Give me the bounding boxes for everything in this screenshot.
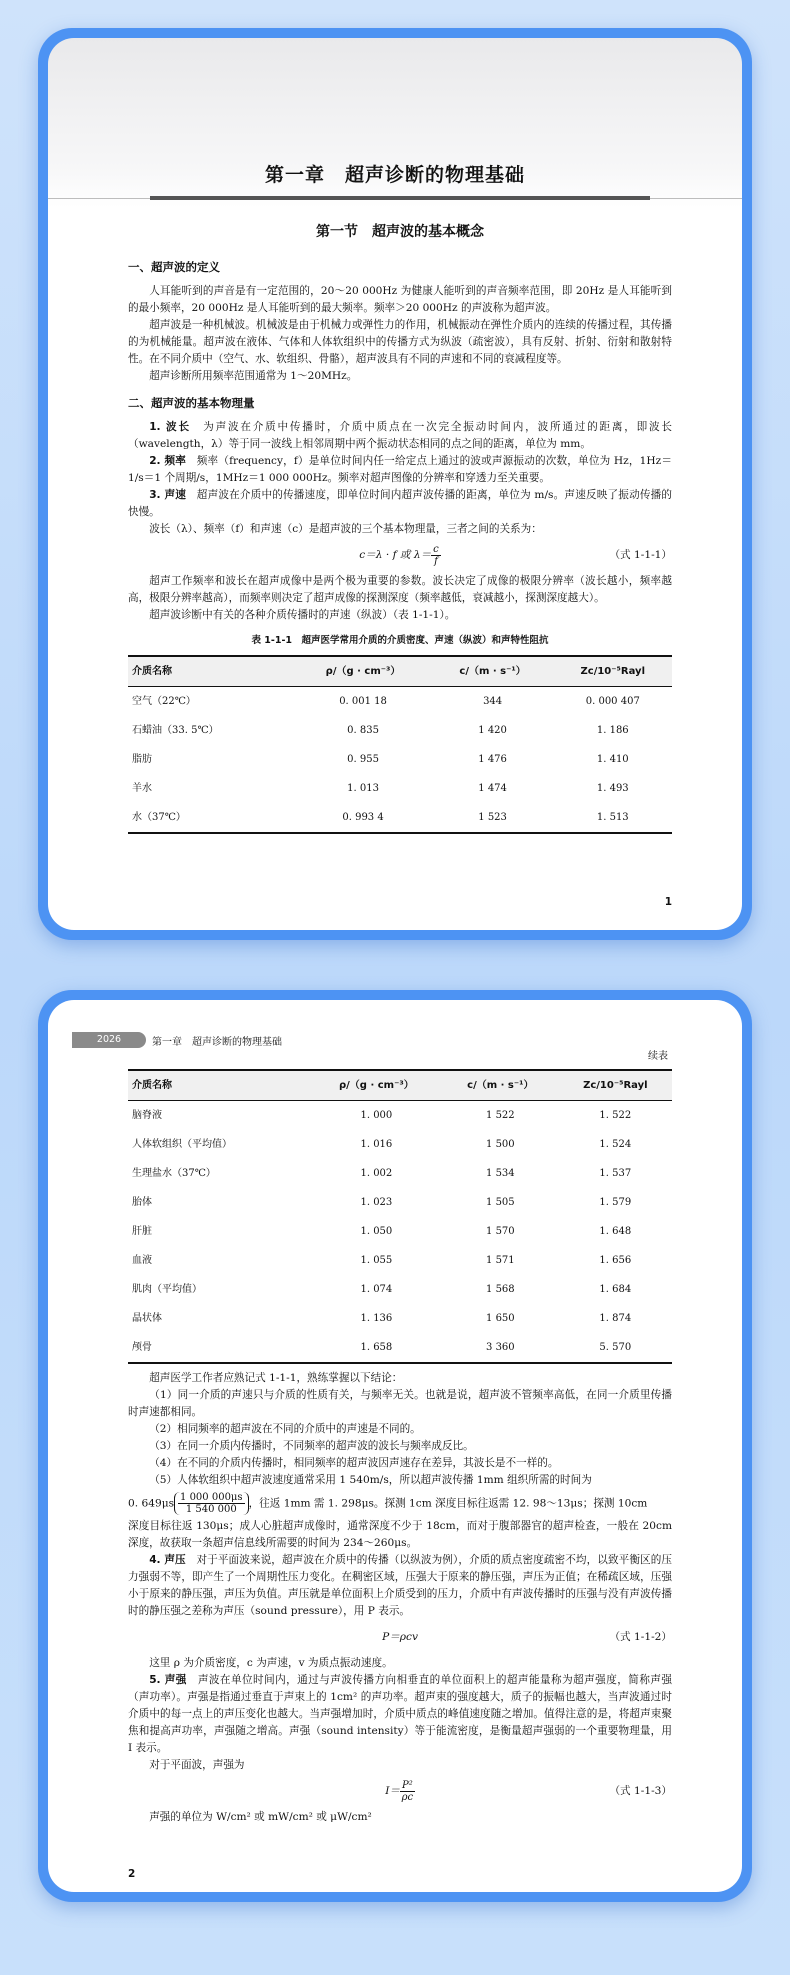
table-cell: 水（37℃） [128, 803, 294, 833]
formula-1-1-1 [128, 542, 672, 568]
table-cell: 1. 513 [554, 803, 672, 833]
table-cell: 生理盐水（37℃） [132, 1168, 216, 1179]
term-wavelength: 1. 波长 [149, 421, 191, 433]
formula-1-1-2 [128, 1624, 672, 1650]
table-cell: 1. 579 [599, 1197, 632, 1208]
table-cell: 1. 656 [599, 1255, 632, 1266]
table-row [128, 1101, 672, 1131]
table-cell: 肌肉（平均值） [132, 1284, 202, 1295]
table-caption: 表 1-1-1 超声医学常用介质的介质密度、声速（纵波）和声特性阻抗 [251, 635, 549, 646]
list-item: （5）人体软组织中超声波速度通常采用 1 540m/s，所以超声波传播 1mm 组织所需的时间为 [149, 1474, 592, 1486]
column-header: c/（m · s⁻¹） [432, 656, 554, 687]
table-cell: 1. 537 [599, 1168, 632, 1179]
fraction-numerator: P² [402, 1779, 413, 1791]
calc-line [128, 1492, 672, 1515]
table-cell: 1. 002 [360, 1168, 393, 1179]
paragraph-frequency [128, 453, 672, 487]
table-cell: 1. 658 [311, 1333, 442, 1363]
paragraph: 超声诊断所用频率范围通常为 1～20MHz。 [149, 370, 358, 382]
page-number: 2 [128, 1868, 136, 1880]
column-header: Zc/10⁻⁵Rayl [559, 1070, 672, 1101]
table-cell: 1. 016 [360, 1139, 393, 1150]
fraction-numerator: c [433, 543, 439, 555]
formula-number: （式 1-1-3） [609, 1785, 672, 1797]
table-cell: 1. 023 [360, 1197, 393, 1208]
chapter-title: 第一章 超声诊断的物理基础 [264, 164, 525, 186]
formula-1-1-3 [128, 1778, 672, 1804]
media-table [128, 655, 672, 834]
table-cell: 羊水 [132, 783, 152, 794]
intensity-text: 声波在单位时间内，通过与声波传播方向相垂直的单位面积上的超声能量称为超声强度，简称声强（声功率）。声强是指通过垂直于声束上的 1cm² 的声功率。超声束的强度越大，质子的振幅也越大，当声波通过时介质中的每一点上的声压变化也越大。当声强增加时，介质中质点的峰值速度随之增加。值得注意的是，将超声束聚焦和提高声功率，声强随之增高。声强（sound intensity）等于能流密度，是衡量超声强弱的一个重要物理量，用 I 表示。 [128, 1674, 673, 1754]
table-cell: 1 568 [486, 1284, 515, 1295]
fraction-denominator: ρc [401, 1791, 414, 1803]
page-1-body [128, 218, 672, 834]
book-page-2 [48, 1000, 742, 1892]
table-row [128, 1188, 672, 1217]
table-row [128, 745, 672, 774]
paragraph: 人耳能听到的声音是有一定范围的，20～20 000Hz 为健康人能听到的声音频率范围，即 20Hz 是人耳能听到的最小频率，20 000Hz 是人耳能听到的最大频率。频率＞20 000Hz 的声波称为超声波。 [128, 285, 672, 314]
section-title: 第一节 超声波的基本概念 [316, 224, 484, 240]
table-cell: 脂肪 [132, 754, 152, 765]
paragraph-wavelength [128, 419, 672, 453]
table-cell: 1. 136 [360, 1313, 393, 1324]
term-intensity: 5. 声强 [149, 1674, 187, 1686]
list-item: （4）在不同的介质内传播时，相同频率的超声波因声速存在差异，其波长是不一样的。 [149, 1457, 559, 1469]
table-header-row [128, 656, 672, 687]
list-item: （3）在同一介质内传播时，不同频率的超声波的波长与频率成反比。 [149, 1440, 474, 1452]
media-table-continued [128, 1069, 672, 1364]
table-cell: 0. 993 4 [294, 803, 431, 833]
paragraph: 超声医学工作者应熟记式 1-1-1，熟练掌握以下结论： [149, 1372, 403, 1384]
table-cell: 空气（22℃） [132, 696, 196, 707]
table-cell: 1 534 [486, 1168, 515, 1179]
table-cell: 颅骨 [128, 1333, 311, 1363]
fraction-denominator: 1 540 000 [185, 1504, 237, 1515]
calc-suffix: ，往返 1mm 需 1. 298μs。探测 1cm 深度目标往返需 12. 98～13μs；探测 10cm [248, 1497, 648, 1510]
table-row [128, 1333, 672, 1363]
column-header: c/（m · s⁻¹） [442, 1070, 559, 1101]
paragraph: 声强的单位为 W/cm² 或 mW/cm² 或 μW/cm² [149, 1811, 372, 1823]
paragraph: 超声波诊断中有关的各种介质传播时的声速（纵波）（表 1-1-1）。 [149, 609, 456, 621]
table-header-row [128, 1070, 672, 1101]
table-cell: 1. 648 [599, 1226, 632, 1237]
table-cell: 344 [483, 696, 503, 707]
table-row [128, 1217, 672, 1246]
table-cell: 1. 000 [360, 1110, 393, 1121]
table-cell: 5. 570 [559, 1333, 672, 1363]
paragraph: 这里 ρ 为介质密度，c 为声速，v 为质点振动速度。 [149, 1657, 393, 1669]
paragraph: 深度目标往返 130μs；成人心脏超声成像时，通常深度不少于 18cm，而对于腹部器官的超声检查，一般在 20cm 深度，故获取一条超声信息线所需要的时间为 234～260μs。 [128, 1520, 672, 1549]
table-row [128, 1275, 672, 1304]
column-header: Zc/10⁻⁵Rayl [554, 656, 672, 687]
term-frequency: 2. 频率 [149, 455, 186, 467]
book-page-1 [48, 38, 742, 930]
table-cell: 石蜡油（33. 5℃） [132, 725, 219, 736]
column-header: 介质名称 [128, 1070, 311, 1101]
table-cell: 1 420 [478, 725, 507, 736]
table-cell: 1. 524 [599, 1139, 632, 1150]
speed-text: 超声波在介质中的传播速度，即单位时间内超声波传播的距离，单位为 m/s。声速反映了振动传播的快慢。 [128, 489, 672, 518]
paragraph: 超声波是一种机械波。机械波是由于机械力或弹性力的作用，机械振动在弹性介质内的连续的传播过程，其传播的为机械能量。超声波在液体、气体和人体软组织中的传播方式为纵波（疏密波），具有反射、折射、衍射和散射特性。在不同介质中（空气、水、软组织、骨骼），超声波具有不同的声速和不同的衰减程度等。 [128, 319, 672, 365]
table-row [128, 1246, 672, 1275]
running-head: 第一章 超声诊断的物理基础 [152, 1037, 282, 1048]
fraction [178, 1492, 245, 1515]
column-header: 介质名称 [128, 656, 294, 687]
table-cell: 1 650 [486, 1313, 515, 1324]
wavelength-text: 为声波在介质中传播时，介质中质点在一次完全振动时间内，波所通过的距离，即波长（wavelength，λ）等于同一波线上相邻周期中两个振动状态相同的点之间的距离，单位为 mm。 [128, 421, 672, 450]
table-cell: 人体软组织（平均值） [132, 1139, 232, 1150]
table-row [128, 1130, 672, 1159]
table-cell: 1. 874 [599, 1313, 632, 1324]
table-row [128, 774, 672, 803]
table-cell: 血液 [132, 1255, 152, 1266]
list-item: （2）相同频率的超声波在不同的介质中的声速是不同的。 [149, 1423, 421, 1435]
table-cell: 1 570 [486, 1226, 515, 1237]
paragraph-pressure [128, 1552, 672, 1620]
table-cell: 1. 013 [347, 783, 379, 794]
table-cell: 1 523 [432, 803, 554, 833]
table-cell: 晶状体 [132, 1313, 162, 1324]
continued-label: 续表 [648, 1051, 668, 1062]
table-cell: 1 571 [486, 1255, 515, 1266]
table-row [128, 803, 672, 833]
table-cell: 1 500 [486, 1139, 515, 1150]
frequency-text: 频率（frequency，f）是单位时间内任一给定点上通过的波或声源振动的次数，单位为 Hz，1Hz＝1/s＝1 个周期/s，1MHz＝1 000 000Hz。频率对超声图像的分辨率和穿透力至关重要。 [128, 455, 672, 484]
pressure-text: 对于平面波来说，超声波在介质中的传播（以纵波为例），介质的质点密度疏密不均，以致平衡区的压力强弱不等，即产生了一个周期性压力变化。在稠密区域，压强大于原来的静压强，声压为正值；在稀疏区域，压强小于原来的静压强，声压为负值。声压就是单位面积上介质受到的压力，介质中有声波传播时的压强与没有声波传播时的静压强之差称为声压（sound pressure），用 P 表示。 [128, 1554, 673, 1617]
header-rule-thick [150, 196, 650, 200]
table-cell: 3 360 [442, 1333, 559, 1363]
table-row [128, 1304, 672, 1333]
page-card-2 [38, 990, 752, 1902]
column-header: ρ/（g · cm⁻³） [311, 1070, 442, 1101]
table-cell: 1. 410 [596, 754, 629, 765]
paragraph: 超声工作频率和波长在超声成像中是两个极为重要的参数。波长决定了成像的极限分辨率（波长越小，频率越高，极限分辨率越高），而频率则决定了超声成像的探测深度（频率越低，衰减越小，探测深度越大）。 [128, 575, 672, 604]
table-cell: 1. 050 [360, 1226, 393, 1237]
heading-quantities: 二、超声波的基本物理量 [128, 396, 255, 410]
page-badge: 2026 [72, 1032, 146, 1048]
fraction [400, 1780, 415, 1803]
table-row [128, 687, 672, 717]
formula-left: c＝λ · f 或 λ＝ [359, 549, 432, 561]
formula-left: I＝ [385, 1785, 401, 1797]
table-row [128, 716, 672, 745]
term-speed: 3. 声速 [149, 489, 187, 501]
table-cell: 0. 000 407 [585, 696, 640, 707]
page-number: 1 [664, 896, 672, 908]
page-2-body [128, 1048, 672, 1826]
paragraph: 对于平面波，声强为 [149, 1759, 245, 1771]
table-cell: 1. 684 [599, 1284, 632, 1295]
table-cell: 脑脊液 [132, 1110, 162, 1121]
table-cell: 0. 835 [347, 725, 379, 736]
column-header: ρ/（g · cm⁻³） [294, 656, 431, 687]
paragraph: 波长（λ）、频率（f）和声速（c）是超声波的三个基本物理量，三者之间的关系为： [149, 523, 542, 535]
heading-definition: 一、超声波的定义 [128, 260, 220, 274]
table-cell: 0. 955 [347, 754, 379, 765]
table-row [128, 1159, 672, 1188]
table-cell: 肝脏 [132, 1226, 152, 1237]
calc-prefix: 0. 649μs [128, 1497, 175, 1510]
fraction-numerator: 1 000 000μs [180, 1492, 243, 1503]
table-cell: 1. 493 [596, 783, 629, 794]
fraction-denominator: f [434, 555, 438, 567]
table-cell: 1. 186 [596, 725, 629, 736]
formula-number: （式 1-1-1） [609, 549, 672, 561]
table-cell: 1 474 [478, 783, 507, 794]
paragraph-intensity [128, 1672, 672, 1757]
page-card-1 [38, 28, 752, 940]
fraction [431, 544, 441, 567]
table-cell: 1 522 [486, 1110, 515, 1121]
table-cell: 1. 522 [599, 1110, 632, 1121]
formula-number: （式 1-1-2） [609, 1631, 672, 1643]
formula-body: P＝ρcv [382, 1631, 418, 1643]
paragraph-speed [128, 487, 672, 521]
list-item: （1）同一介质的声速只与介质的性质有关，与频率无关。也就是说，超声波不管频率高低，在同一介质里传播时声速都相同。 [128, 1389, 672, 1418]
table-cell: 胎体 [132, 1197, 152, 1208]
table-cell: 1 505 [486, 1197, 515, 1208]
table-cell: 1. 074 [360, 1284, 393, 1295]
table-cell: 0. 001 18 [339, 696, 387, 707]
table-cell: 1 476 [478, 754, 507, 765]
table-cell: 1. 055 [360, 1255, 393, 1266]
calc-bracket [174, 1492, 249, 1515]
term-pressure: 4. 声压 [149, 1554, 186, 1566]
